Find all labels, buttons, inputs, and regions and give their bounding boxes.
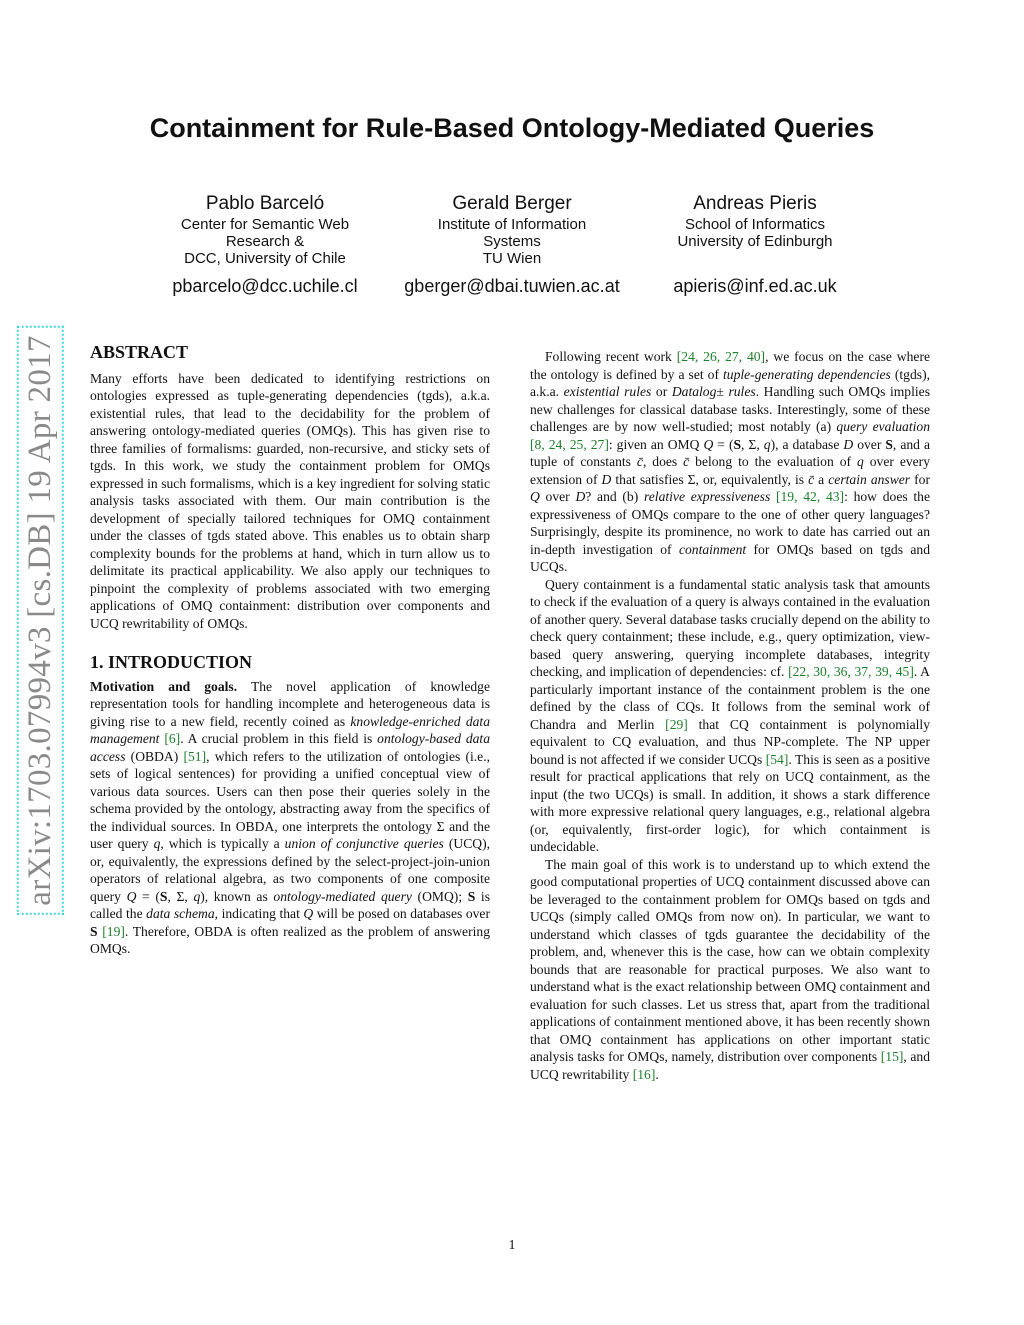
emphasis: ontology-based data access	[90, 731, 491, 764]
emphasis: Q	[530, 489, 540, 504]
intro-paragraph-3: Query containment is a fundamental static analysis task that amounts to check if the evaluation of a query is always contained in the evaluation of another query. Several database tasks crucially depend on the ability to check query containment; these include, e.g., query optimization, view-based query answering, querying incomplete databases, integrity checking, and implication of dependencies: cf. [22, 30, 36, 37, 39, 45]. A particularly important instance of the containment problem is the one defined by the class of CQs. It follows from the seminal work of Chandra and Merlin [29] that CQ containment is polynomially equivalent to CQ evaluation, and thus NP-complete. The NP upper bound is not affected if we consider UCQs [54]. This is seen as a positive result for practical applications that rely on UCQ containment, as the input (the two UCQs) is small. In addition, it shows a stark difference with more expressive relational query languages, e.g., relational algebra (or, equivalently, first-order logic), for which containment is undecidable.	[530, 576, 931, 854]
emphasis: D	[601, 471, 612, 487]
right-column	[530, 348, 930, 1083]
affiliation-line: Research &	[225, 233, 305, 250]
affiliation-line: School of Informatics	[684, 216, 826, 233]
left-column	[90, 340, 490, 958]
emphasis: Datalog± rules	[671, 384, 756, 399]
citation-link[interactable]: [54]	[765, 751, 789, 767]
emphasis: D	[575, 489, 586, 504]
author-name: Pablo Barceló	[205, 193, 325, 214]
bold-symbol: S	[159, 888, 168, 904]
emphasis: q	[193, 888, 201, 904]
emphasis: ontology-mediated query	[273, 888, 412, 904]
author-affiliation	[150, 216, 380, 267]
citation-link[interactable]: [15]	[880, 1049, 904, 1064]
citation-link[interactable]: [19, 42, 43]	[775, 489, 845, 504]
emphasis: query evaluation	[836, 419, 930, 434]
affiliation-line: TU Wien	[482, 250, 542, 267]
emphasis: q	[763, 436, 771, 452]
author-email[interactable]: gberger@dbai.tuwien.ac.at	[404, 276, 620, 296]
citation-link[interactable]: [29]	[665, 716, 688, 732]
runin-heading: Motivation and goals.	[90, 678, 238, 694]
bold-symbol: S	[733, 436, 742, 452]
abstract-heading: ABSTRACT	[90, 342, 189, 362]
bold-symbol: S	[467, 888, 476, 904]
emphasis: data schema	[146, 906, 215, 921]
author-affiliation	[397, 216, 627, 267]
emphasis: c̄	[683, 454, 690, 469]
author-block	[397, 192, 627, 297]
emphasis: existential rules	[563, 384, 652, 399]
intro-paragraph-4: The main goal of this work is to understand up to which extend the good computational properties of UCQ containment discussed above can be leveraged to the containment problem for OMQs based on tgds and UCQs (simply called OMQs from now on). In particular, we want to understand which classes of tgds guarantee the decidability of the problem, and, whenever this is the case, how can we obtain complexity bounds that are reasonable for practical purposes. We also want to understand what is the exact relationship between OMQ containment and evaluation for such classes. Let us stress that, apart from the traditional applications of containment mentioned above, it has been recently shown that OMQ containment has applications on other important static analysis tasks for OMQs, namely, distribution over components [15], and UCQ rewritability [16].	[530, 856, 930, 1082]
emphasis: containment	[678, 541, 747, 557]
author-email[interactable]: pbarcelo@dcc.uchile.cl	[172, 276, 358, 296]
author-block	[640, 192, 870, 297]
emphasis: c̄	[808, 471, 815, 487]
citation-link[interactable]: [19]	[102, 923, 125, 939]
bold-symbol: S	[90, 923, 98, 939]
emphasis: Q	[126, 888, 137, 904]
emphasis: q	[153, 836, 161, 851]
page-number: 1	[508, 1238, 516, 1253]
intro-paragraph-2: Following recent work [24, 26, 27, 40], we focus on the case where the ontology is defined by a set of tuple-generating dependencies (tgds), a.k.a. existential rules or Datalog± rules. Handling such OMQs implies new challenges for classical database tasks. Interestingly, some of these challenges are by now well-studied; most notably (a) query evaluation [8, 24, 25, 27]: given an OMQ Q = (S, Σ, q), a database D over S, and a tuple of constants c̄, does c̄ belong to the evaluation of q over every extension of D that satisfies Σ, or, equivalently, is c̄ a certain answer for Q over D? and (b) relative expressiveness [19, 42, 43]: how does the expressiveness of OMQs compare to the one of other query languages? Surprisingly, despite its prominence, no work to date has carried out an in-depth investigation of containment for OMQs based on tgds and UCQs.	[530, 349, 931, 574]
citation-link[interactable]: [24, 26, 27, 40]	[676, 349, 766, 364]
emphasis: q	[856, 454, 864, 469]
author-email[interactable]: apieris@inf.ed.ac.uk	[673, 276, 837, 296]
bold-symbol: S	[885, 436, 893, 452]
citation-link[interactable]: [22, 30, 36, 37, 39, 45]	[788, 664, 914, 679]
emphasis: Q	[703, 436, 714, 452]
author-name: Gerald Berger	[452, 193, 572, 214]
citation-link[interactable]: [51]	[183, 748, 207, 764]
citation-link[interactable]: [6]	[164, 731, 181, 746]
affiliation-line: Center for Semantic Web	[180, 216, 350, 233]
abstract-text: Many efforts have been dedicated to identifying restrictions on ontologies expressed as tuple-generating dependencies (tgds), a.k.a. existential rules, that lead to the decidability for the problem of answering ontology-mediated queries (OMQs). This has given rise to three families of formalisms: guarded, non-recursive, and sticky sets of tgds. In this work, we study the containment problem for OMQs expressed in such formalisms, which is a key ingredient for solving static analysis tasks associated with them. Our main contribution is the development of specially tailored techniques for OMQ containment under the classes of tgds stated above. This enables us to obtain sharp complexity bounds for the problems at hand, which in turn allow us to delimitate its practical applicability. We also apply our techniques to pinpoint the complexity of problems associated with two emerging applications of OMQ containment: distribution over components and UCQ rewritability of OMQs.	[90, 370, 490, 631]
affiliation-line: DCC, University of Chile	[184, 250, 346, 267]
emphasis: D	[843, 436, 854, 452]
emphasis: union of conjunctive queries	[284, 836, 444, 851]
paper-title: Containment for Rule-Based Ontology-Mediated Queries	[149, 113, 875, 143]
emphasis: knowledge-enriched data management	[90, 713, 490, 746]
emphasis: certain answer	[828, 471, 911, 487]
citation-link[interactable]: [16]	[632, 1066, 656, 1082]
intro-paragraph-1	[90, 678, 490, 958]
affiliation-line: University of Edinburgh	[677, 233, 833, 250]
emphasis: c̄	[636, 454, 643, 469]
author-block	[150, 192, 380, 297]
introduction-heading: 1. INTRODUCTION	[90, 652, 253, 672]
affiliation-line: Systems	[483, 233, 541, 250]
author-affiliation	[640, 216, 870, 250]
emphasis: tuple-generating dependencies	[723, 366, 891, 382]
arxiv-stamp[interactable]	[10, 320, 70, 920]
author-name: Andreas Pieris	[693, 193, 817, 214]
citation-link[interactable]: [8, 24, 25, 27]	[530, 436, 609, 452]
arxiv-stamp-text[interactable]: arXiv:1703.07994v3 [cs.DB] 19 Apr 2017	[22, 331, 59, 910]
affiliation-line: Institute of Information	[437, 216, 587, 233]
emphasis: Q	[303, 906, 314, 921]
paragraph-body: The novel application of knowledge representation tools for handling incomplete and heterogeneous data is giving rise to a new field, recently coined as knowledge-enriched data management [6]. A crucial problem in this field is ontology-based data access (OBDA) [51], which refers to the utilization of ontologies (i.e., sets of logical sentences) for providing a unified conceptual view of various data sources. Users can then pose their queries solely in the schema provided by the ontology, abstracting away from the specifics of the individual sources. In OBDA, one interprets the ontology Σ and the user query q, which is typically a union of conjunctive queries (UCQ), or, equivalently, the expressions defined by the select-project-join-union operators of relational algebra, as two components of one composite query Q = (S, Σ, q), known as ontology-mediated query (OMQ); S is called the data schema, indicating that Q will be posed on databases over S [19]. Therefore, OBDA is often realized as the problem of answering OMQs.	[90, 678, 491, 956]
emphasis: relative expressiveness	[643, 489, 771, 504]
